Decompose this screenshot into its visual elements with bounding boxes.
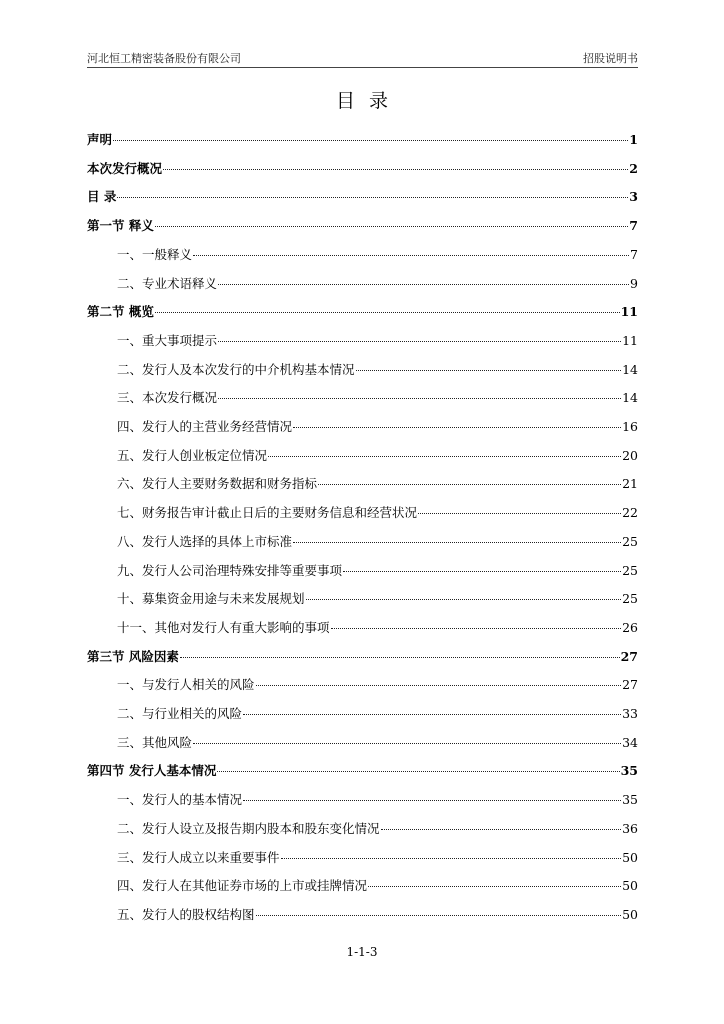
toc-entry-page-number: 21	[622, 476, 638, 492]
toc-entry-label: 目 录	[87, 189, 117, 205]
toc-section-entry[interactable]	[87, 905, 638, 925]
toc-entry-page-number: 34	[622, 734, 638, 750]
toc-chapter-entry[interactable]	[87, 130, 638, 150]
toc-entry-page-number: 9	[630, 275, 638, 291]
toc-dot-leader	[217, 771, 619, 772]
toc-section-entry[interactable]	[87, 474, 638, 494]
toc-section-entry[interactable]	[87, 790, 638, 810]
toc-dot-leader	[113, 140, 628, 141]
toc-entry-label: 十一、其他对发行人有重大影响的事项	[117, 619, 330, 635]
toc-section-entry[interactable]	[87, 589, 638, 609]
toc-dot-leader	[318, 484, 621, 485]
toc-dot-leader	[368, 886, 621, 887]
toc-dot-leader	[117, 197, 628, 198]
toc-entry-label: 第二节 概览	[87, 304, 154, 320]
toc-dot-leader	[418, 513, 621, 514]
toc-dot-leader	[343, 571, 621, 572]
toc-entry-page-number: 25	[622, 533, 638, 549]
toc-section-entry[interactable]	[87, 561, 638, 581]
toc-entry-label: 六、发行人主要财务数据和财务指标	[117, 476, 318, 492]
header-document-type: 招股说明书	[583, 52, 638, 65]
toc-dot-leader	[180, 657, 620, 658]
toc-entry-label: 九、发行人公司治理特殊安排等重要事项	[117, 562, 343, 578]
toc-dot-leader	[381, 829, 622, 830]
toc-dot-leader	[243, 800, 621, 801]
toc-dot-leader	[293, 542, 621, 543]
toc-chapter-entry[interactable]	[87, 647, 638, 667]
toc-entry-label: 七、财务报告审计截止日后的主要财务信息和经营状况	[117, 505, 418, 521]
toc-entry-label: 一、重大事项提示	[117, 332, 218, 348]
toc-entry-page-number: 7	[629, 218, 638, 234]
toc-entry-label: 十、募集资金用途与未来发展规划	[117, 591, 305, 607]
toc-entry-page-number: 20	[622, 447, 638, 463]
toc-dot-leader	[331, 628, 622, 629]
toc-entry-label: 本次发行概况	[87, 160, 163, 176]
toc-entry-label: 二、与行业相关的风险	[117, 706, 243, 721]
toc-section-entry[interactable]	[87, 417, 638, 437]
toc-entry-page-number: 36	[622, 820, 638, 836]
toc-dot-leader	[193, 743, 621, 744]
toc-section-entry[interactable]	[87, 819, 638, 839]
toc-entry-label: 声明	[87, 132, 113, 147]
toc-section-entry[interactable]	[87, 446, 638, 466]
toc-entry-page-number: 7	[630, 246, 638, 262]
toc-entry-page-number: 35	[622, 792, 638, 808]
toc-entry-page-number: 26	[622, 619, 638, 635]
toc-entry-label: 二、专业术语释义	[117, 275, 218, 291]
toc-section-entry[interactable]	[87, 733, 638, 753]
toc-section-entry[interactable]	[87, 532, 638, 552]
toc-entry-label: 四、发行人的主营业务经营情况	[117, 419, 293, 434]
toc-dot-leader	[293, 427, 621, 428]
toc-section-entry[interactable]	[87, 876, 638, 896]
toc-entry-label: 四、发行人在其他证券市场的上市或挂牌情况	[117, 878, 368, 894]
toc-entry-page-number: 50	[622, 849, 638, 865]
toc-dot-leader	[155, 312, 620, 313]
toc-dot-leader	[193, 255, 629, 256]
header-company-name: 河北恒工精密装备股份有限公司	[87, 52, 241, 65]
toc-entry-label: 一、一般释义	[117, 246, 193, 262]
toc-entry-label: 第三节 风险因素	[87, 648, 179, 664]
toc-dot-leader	[218, 284, 629, 285]
toc-section-entry[interactable]	[87, 503, 638, 523]
toc-dot-leader	[243, 714, 621, 715]
toc-entry-label: 八、发行人选择的具体上市标准	[117, 533, 293, 549]
toc-section-entry[interactable]	[87, 848, 638, 868]
toc-entry-page-number: 2	[629, 160, 638, 176]
toc-entry-label: 二、发行人及本次发行的中介机构基本情况	[117, 361, 355, 377]
toc-entry-label: 一、与发行人相关的风险	[117, 677, 255, 693]
toc-entry-page-number: 14	[622, 390, 638, 406]
toc-dot-leader	[155, 226, 628, 227]
toc-entry-page-number: 25	[622, 562, 638, 578]
page-title: 目录	[335, 90, 402, 112]
toc-entry-label: 三、发行人成立以来重要事件	[117, 849, 280, 865]
toc-entry-label: 一、发行人的基本情况	[117, 792, 243, 808]
toc-entry-page-number: 3	[629, 189, 638, 205]
toc-section-entry[interactable]	[87, 360, 638, 380]
toc-entry-page-number: 50	[622, 878, 638, 894]
toc-entry-page-number: 25	[622, 591, 638, 607]
toc-section-entry[interactable]	[87, 274, 638, 294]
toc-entry-page-number: 33	[622, 706, 638, 721]
toc-dot-leader	[281, 858, 622, 859]
toc-dot-leader	[256, 685, 622, 686]
toc-entry-page-number: 14	[622, 361, 638, 377]
toc-entry-page-number: 1	[629, 132, 638, 147]
toc-dot-leader	[218, 398, 621, 399]
toc-entry-page-number: 50	[622, 906, 638, 922]
toc-section-entry[interactable]	[87, 331, 638, 351]
toc-chapter-entry[interactable]	[87, 761, 638, 781]
toc-section-entry[interactable]	[87, 618, 638, 638]
toc-chapter-entry[interactable]	[87, 187, 638, 207]
toc-dot-leader	[218, 341, 621, 342]
toc-dot-leader	[256, 915, 622, 916]
toc-section-entry[interactable]	[87, 704, 638, 724]
toc-entry-page-number: 11	[620, 304, 638, 320]
toc-entry-label: 五、发行人的股权结构图	[117, 906, 255, 922]
header-divider	[87, 67, 638, 68]
running-header	[87, 51, 638, 67]
toc-entry-label: 第四节 发行人基本情况	[87, 763, 217, 779]
toc-entry-page-number: 27	[622, 677, 638, 693]
toc-entry-page-number: 35	[620, 763, 638, 779]
toc-entry-page-number: 16	[622, 419, 638, 434]
toc-dot-leader	[163, 169, 628, 170]
toc-entry-label: 二、发行人设立及报告期内股本和股东变化情况	[117, 820, 380, 836]
toc-entry-page-number: 22	[622, 505, 638, 521]
toc-entry-label: 五、发行人创业板定位情况	[117, 447, 268, 463]
toc-section-entry[interactable]	[87, 245, 638, 265]
toc-dot-leader	[356, 370, 622, 371]
toc-chapter-entry[interactable]	[87, 302, 638, 322]
toc-entry-label: 三、其他风险	[117, 734, 193, 750]
toc-chapter-entry[interactable]	[87, 216, 638, 236]
toc-entry-label: 三、本次发行概况	[117, 390, 218, 406]
page-number: 1-1-3	[346, 945, 378, 959]
toc-entry-page-number: 27	[620, 648, 638, 664]
toc-entry-page-number: 11	[622, 332, 638, 348]
toc-dot-leader	[306, 599, 622, 600]
toc-entry-label: 第一节 释义	[87, 218, 154, 234]
toc-chapter-entry[interactable]	[87, 159, 638, 179]
toc-section-entry[interactable]	[87, 388, 638, 408]
toc-dot-leader	[268, 456, 621, 457]
toc-section-entry[interactable]	[87, 675, 638, 695]
